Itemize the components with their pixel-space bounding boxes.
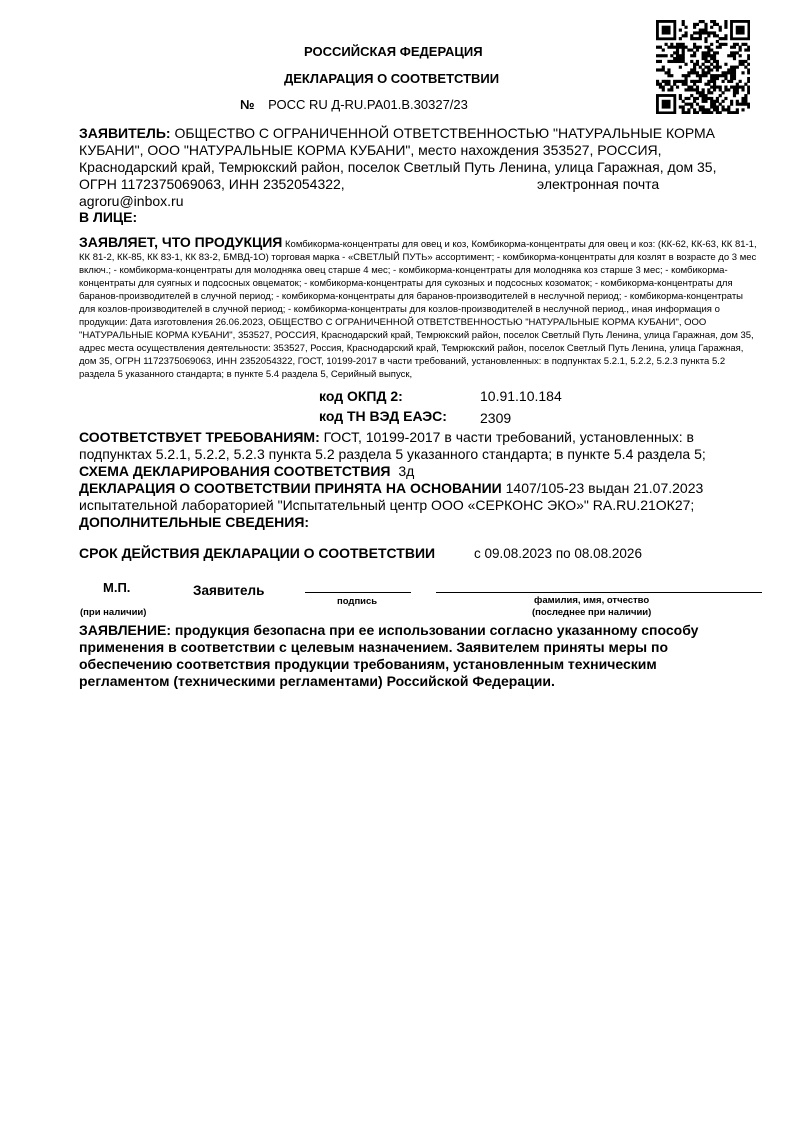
requirements-label: СООТВЕТСТВУЕТ ТРЕБОВАНИЯМ: [79, 429, 320, 445]
applicant-label: ЗАЯВИТЕЛЬ: [79, 125, 171, 141]
basis-label: ДЕКЛАРАЦИЯ О СООТВЕТСТВИИ ПРИНЯТА НА ОСНОВАНИИ [79, 480, 502, 496]
name-caption-note: (последнее при наличии) [532, 607, 652, 618]
applicant-text: ОБЩЕСТВО С ОГРАНИЧЕННОЙ ОТВЕТСТВЕННОСТЬЮ "НАТУРАЛЬНЫЕ КОРМА КУБАНИ", ООО "НАТУРАЛЬНЫЕ КОРМА КУБАНИ", место нахождения 353527, РОССИЯ, Краснодарский край, Темрюкский район, поселок Светлый Путь Ленина, улица Гаражная, дом 35, [79, 125, 717, 175]
person-label: В ЛИЦЕ: [79, 209, 138, 225]
validity-value: с 09.08.2023 по 08.08.2026 [474, 546, 642, 561]
requirements-block [79, 429, 759, 463]
product-block [79, 236, 757, 388]
signature-caption: подпись [337, 596, 378, 607]
declaration-number: РОСС RU Д-RU.PA01.B.30327/23 [268, 97, 468, 112]
qr-code [656, 20, 750, 114]
email-label: электронная почта [537, 176, 660, 192]
stamp-note: (при наличии) [80, 607, 147, 618]
name-caption: фамилия, имя, отчество [534, 595, 650, 606]
applicant-email: agroru@inbox.ru [79, 193, 184, 209]
scheme-value: 3д [398, 463, 415, 479]
requirements-text: ГОСТ, 10199-2017 в части требований, установленных: в подпунктах 5.2.1, 5.2.2, 5.2.3 пункта 5.2 раздела 5 указанного стандарта; в пункте 5.4 раздела 5; [79, 429, 706, 462]
applicant-block [79, 125, 759, 176]
basis-block [79, 480, 759, 514]
basis-text: 1407/105-23 выдан 21.07.2023 испытательной лабораторией "Испытательный центр ООО «СЕРКОНС ЭКО»" RA.RU.21ОК27; [79, 480, 704, 513]
declaration-number-row [240, 97, 468, 112]
document-title: ДЕКЛАРАЦИЯ О СООТВЕТСТВИИ [284, 71, 500, 86]
applicant-ogrn: ОГРН 1172375069063, ИНН 2352054322, [79, 176, 345, 192]
signature-line [305, 592, 411, 593]
scheme-label: СХЕМА ДЕКЛАРИРОВАНИЯ СООТВЕТСТВИЯ [79, 463, 391, 479]
applicant-signature-label: Заявитель [193, 583, 265, 598]
product-text: Комбикорма-концентраты для овец и коз, Комбикорма-концентраты для овец и коз: (КК-62, КК-63, КК 81-1, КК 81-2, КК-85, КК 83-1, КК 83-2, БМВД-1О) торговая марка - «СВЕТЛЫЙ ПУТЬ» ассортимент; - комбикорма-концентраты для козлят в возрасте до 3 мес включ.; - комбикорма-концентраты для молодняка овец старше 4 мес; - комбикорма-концентраты для молодняка коз старше 3 мес; - комбикорма-концентраты для суягных и подсосных овцематок; - комбикорма-концентраты для сукозных и подсосных козоматок; - комбикорма-концентраты для баранов-производителей в случной период; - комбикорма-концентраты для баранов-производителей в неслучной период; - комбикорма-концентраты для козлов-производителей в случной период; - комбикорма-концентраты для козлов-производителей в неслучной период., иная информация о продукции: Дата изготовления 26.06.2023, ОБЩЕСТВО С ОГРАНИЧЕННОЙ ОТВЕТСТВЕННОСТЬЮ "НАТУРАЛЬНЫЕ КОРМА КУБАНИ", ООО "НАТУРАЛЬНЫЕ КОРМА КУБАНИ", 353527, РОССИЯ, Краснодарский край, Темрюкский район, поселок Светлый Путь Ленина, улица Гаражная, дом 35, адрес места осуществления деятельности: 353527, Россия, Краснодарский край, Темрюкский район, поселок Светлый Путь Ленина, улица Гаражная, дом 35, ОГРН 1172375069063, ИНН 2352054322, ГОСТ, 10199-2017 в части требований, установленных: в подпунктах 5.2.1, 5.2.2, 5.2.3 пункта 5.2 раздела 5 указанного стандарта; в пункте 5.4 раздела 5, Серийный выпуск, [79, 239, 757, 380]
okpd-label: код ОКПД 2: [319, 388, 403, 404]
number-sign: № [240, 97, 255, 112]
qr-code-graphic [656, 20, 750, 114]
okpd-value: 10.91.10.184 [480, 388, 562, 404]
additional-label: ДОПОЛНИТЕЛЬНЫЕ СВЕДЕНИЯ: [79, 514, 310, 530]
name-line [436, 592, 762, 593]
stamp-label: М.П. [103, 580, 131, 595]
tnved-label: код ТН ВЭД ЕАЭС: [319, 408, 447, 424]
statement: ЗАЯВЛЕНИЕ: продукция безопасна при ее использовании согласно указанному способу применения в соответствии с целевым назначением. Заявителем приняты меры по обеспечению соответствия продукции требованиям, установленным техническим регламентом (техническими регламентами) Российской Федерации. [79, 622, 699, 689]
product-label: ЗАЯВЛЯЕТ, ЧТО ПРОДУКЦИЯ [79, 236, 283, 250]
validity-label: СРОК ДЕЙСТВИЯ ДЕКЛАРАЦИИ О СООТВЕТСТВИИ [79, 545, 436, 561]
scheme-row [79, 463, 414, 480]
country-title: РОССИЙСКАЯ ФЕДЕРАЦИЯ [304, 44, 483, 59]
tnved-value: 2309 [480, 410, 512, 426]
